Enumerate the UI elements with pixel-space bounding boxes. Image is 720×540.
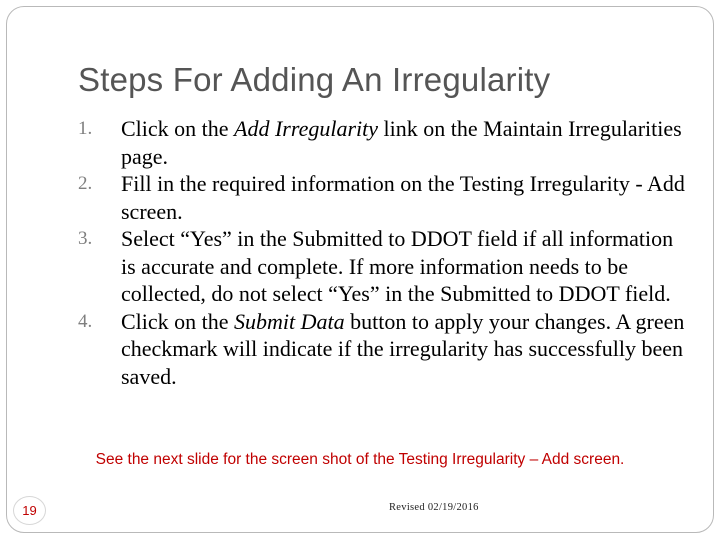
step-text [121, 116, 682, 169]
step-text-emphasis: Submit Data [234, 308, 345, 334]
step-text-emphasis: Add Irregularity [234, 116, 379, 141]
steps-list [78, 115, 688, 390]
slide-title: Steps For Adding An Irregularity [78, 61, 551, 98]
step-item-1 [78, 115, 688, 170]
step-text-before: Click on the [121, 308, 235, 334]
step-text-after: button to apply your changes. A green checkmark will indicate if the irregularity has successfully been saved. [121, 308, 685, 389]
step-item-4 [78, 308, 688, 391]
step-number: 2. [78, 173, 93, 194]
step-text-before: Select “Yes” in the Submitted to DDOT field if all information is accurate and complete. If more information needs to be collected, do not select “Yes” in the Submitted to DDOT field. [121, 226, 674, 306]
step-text-before: Click on the [121, 116, 235, 141]
step-text [121, 309, 684, 389]
step-text [121, 226, 673, 306]
step-text-after: link on the Maintain Irregularities page. [121, 116, 682, 169]
step-number: 3. [78, 228, 93, 249]
step-text-before: Fill in the required information on the Testing Irregularity - Add screen. [121, 171, 685, 224]
revision-footer: Revised 02/19/2016 [389, 502, 479, 513]
next-slide-note: See the next slide for the screen shot of the Testing Irregularity – Add screen. [95, 451, 625, 468]
step-item-2 [78, 170, 688, 225]
step-item-3 [78, 225, 688, 308]
step-number: 1. [78, 118, 93, 139]
page-number-badge: 19 [13, 496, 46, 525]
step-number: 4. [78, 310, 93, 332]
step-text [121, 171, 685, 224]
